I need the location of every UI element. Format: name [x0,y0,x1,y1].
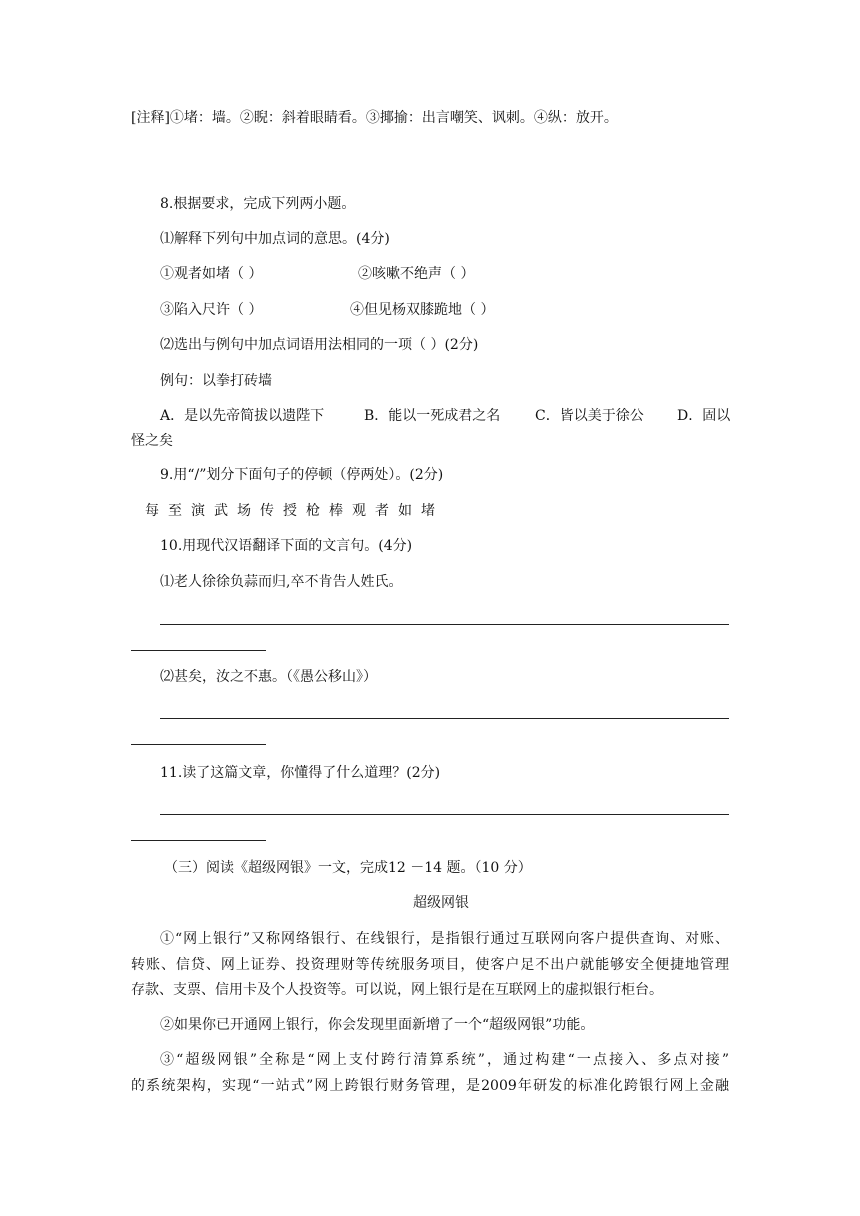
article-title: 超级网银 [413,895,469,911]
q8-option-c: C．皆以美于徐公 [535,408,644,424]
question-8-part1: ⑴解释下列句中加点词的意思。(4分) [160,231,390,247]
answer-line [131,744,266,745]
annotation-note: [注释]①堵：墙。②睨：斜着眼睛看。③揶揄：出言嘲笑、讽刺。④纵：放开。 [131,110,618,126]
q8-option-a: A．是以先帝简拔以遗陛下 [160,408,325,424]
q8-item-1: ①观者如堵（ ） [160,266,263,282]
section-3-header: （三）阅读《超级网银》一文，完成12 －14 题。（10 分） [164,860,532,876]
answer-line [131,840,266,841]
paragraph-1-line-2: 转账、信贷、网上证券、投资理财等传统服务项目，使客户足不出户就能够安全便捷地管理 [131,957,729,973]
question-10-title: 10.用现代汉语翻译下面的文言句。(4分) [160,538,413,554]
question-8-part2: ⑵选出与例句中加点词语用法相同的一项（ ）(2分) [160,337,479,353]
paragraph-3-line-2: 的系统架构，实现“一站式”网上跨银行财务管理，是2009年研发的标准化跨银行网上金融 [131,1078,729,1094]
q9-sentence: 每至演武场传授枪棒观者如堵 [145,503,444,519]
answer-line [131,650,266,651]
q10-sentence-1: ⑴老人徐徐负蒜而归,卒不肯告人姓氏。 [160,574,403,590]
q8-item-3: ③陷入尺许（ ） [160,302,263,318]
q8-item-4: ④但见杨双膝跪地（ ） [350,302,495,318]
question-9-title: 9.用“/”划分下面句子的停顿（停两处）。(2分) [160,467,444,483]
paragraph-2: ②如果你已开通网上银行，你会发现里面新增了一个“超级网银”功能。 [160,1017,595,1033]
answer-line [160,814,729,815]
q8-option-d: D．固以 [677,408,731,424]
q8-item-2: ②咳嗽不绝声（ ） [358,266,475,282]
paragraph-1-line-1: ①“网上银行”又称网络银行、在线银行，是指银行通过互联网向客户提供查询、对账、 [160,931,729,947]
answer-line [160,624,729,625]
q10-sentence-2: ⑵甚矣，汝之不惠。（《愚公移山》） [160,669,377,685]
q8-example: 例句：以拳打砖墙 [160,373,272,389]
paragraph-1-line-3: 存款、支票、信用卡及个人投资等。可以说，网上银行是在互联网上的虚拟银行柜台。 [131,982,663,998]
q8-option-b: B．能以一死成君之名 [364,408,501,424]
q8-option-d-continued: 怪之矣 [131,433,173,449]
answer-line [160,718,729,719]
question-8-title: 8.根据要求，完成下列两小题。 [160,196,356,212]
question-11-title: 11.读了这篇文章，你懂得了什么道理？(2分) [160,765,441,781]
paragraph-3-line-1: ③“超级网银”全称是“网上支付跨行清算系统”，通过构建“一点接入、多点对接” [160,1052,729,1068]
